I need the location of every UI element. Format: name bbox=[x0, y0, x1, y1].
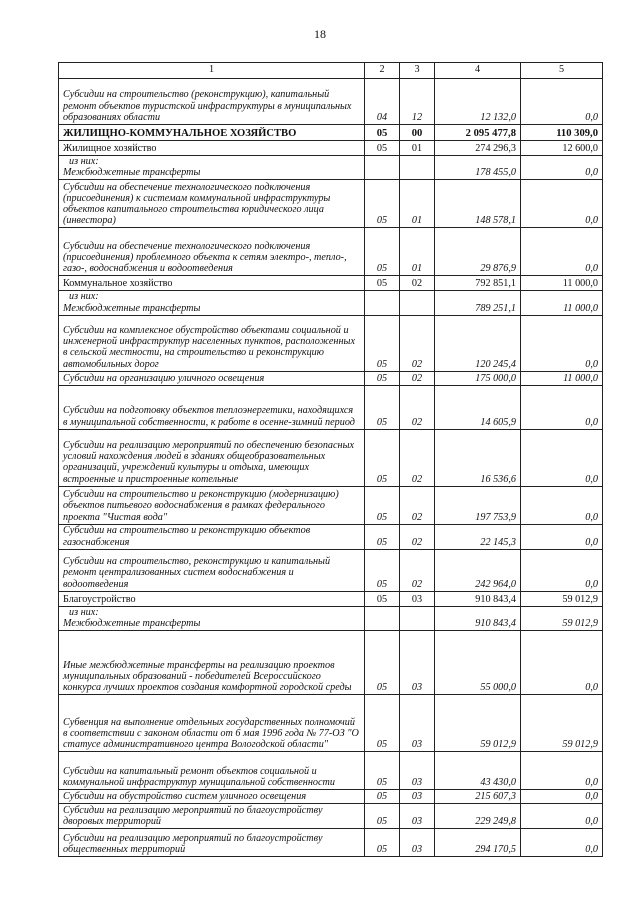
row-razdel: 05 bbox=[365, 549, 400, 591]
row-sum5: 0,0 bbox=[521, 385, 603, 429]
row-sum4: 16 536,6 bbox=[435, 429, 521, 486]
row-sum4: 178 455,0 bbox=[435, 156, 521, 180]
row-name: Субсидии на обеспечение технологического подключения (присоединения) проблемного объекта к сетям электро-, тепло-, газо-, водоснабжения и водоотведения bbox=[59, 228, 365, 276]
row-podrazdel: 02 bbox=[400, 524, 435, 549]
row-sum4: 274 296,3 bbox=[435, 141, 521, 156]
table-row bbox=[59, 752, 603, 790]
row-razdel: 05 bbox=[365, 631, 400, 695]
row-name-text: Межбюджетные трансферты bbox=[63, 167, 201, 179]
table-row bbox=[59, 385, 603, 429]
row-name: Субсидии на реализацию мероприятий по обеспечению безопасных условий нахождения людей в зданиях общеобразовательных организаций, учреждений культуры и отдыха, имеющих встроенные и пристроенные котельные bbox=[59, 429, 365, 486]
row-podrazdel: 02 bbox=[400, 429, 435, 486]
row-sum4: 175 000,0 bbox=[435, 371, 521, 385]
table-row bbox=[59, 429, 603, 486]
row-sum4: 294 170,5 bbox=[435, 829, 521, 857]
row-sum4: 242 964,0 bbox=[435, 549, 521, 591]
row-razdel bbox=[365, 606, 400, 630]
row-sum5: 0,0 bbox=[521, 631, 603, 695]
row-sum4: 197 753,9 bbox=[435, 486, 521, 524]
row-podrazdel: 03 bbox=[400, 695, 435, 752]
table-row bbox=[59, 180, 603, 228]
row-sum4: 43 430,0 bbox=[435, 752, 521, 790]
row-podrazdel: 03 bbox=[400, 752, 435, 790]
table-row bbox=[59, 549, 603, 591]
row-name: Субсидии на строительство, реконструкцию и капитальный ремонт централизованных систем водоснабжения и водоотведения bbox=[59, 549, 365, 591]
row-podrazdel: 00 bbox=[400, 125, 435, 141]
section-row bbox=[59, 125, 603, 141]
row-sum5: 0,0 bbox=[521, 429, 603, 486]
page-number: 18 bbox=[314, 27, 326, 41]
header-cell-podrazdel: 3 bbox=[400, 63, 435, 79]
row-sum4: 22 145,3 bbox=[435, 524, 521, 549]
row-razdel: 05 bbox=[365, 695, 400, 752]
row-sum4: 148 578,1 bbox=[435, 180, 521, 228]
table-row bbox=[59, 524, 603, 549]
row-name: Субсидии на строительство и реконструкцию (модернизацию) объектов питьевого водоснабжения в рамках федерального проекта "Чистая вода" bbox=[59, 486, 365, 524]
row-name: Субсидии на реализацию мероприятий по благоустройству общественных территорий bbox=[59, 829, 365, 857]
row-sum4: 792 851,1 bbox=[435, 276, 521, 291]
table-row bbox=[59, 228, 603, 276]
budget-table bbox=[58, 62, 603, 857]
row-sum4: 55 000,0 bbox=[435, 631, 521, 695]
row-razdel: 05 bbox=[365, 790, 400, 804]
table-row bbox=[59, 804, 603, 829]
row-name: Субвенция на выполнение отдельных государственных полномочий в соответствии с законом области от 6 мая 1996 года № 77-ОЗ "О статусе административного центра Вологодской области" bbox=[59, 695, 365, 752]
table-row bbox=[59, 315, 603, 371]
table-row bbox=[59, 695, 603, 752]
row-podrazdel: 03 bbox=[400, 804, 435, 829]
row-sum5: 0,0 bbox=[521, 790, 603, 804]
row-sum5: 59 012,9 bbox=[521, 591, 603, 606]
row-sum4: 120 245,4 bbox=[435, 315, 521, 371]
row-sum4: 12 132,0 bbox=[435, 79, 521, 125]
row-name: Субсидии на подготовку объектов теплоэнергетики, находящихся в муниципальной собственности, к работе в осенне-зимний период bbox=[59, 385, 365, 429]
row-razdel: 05 bbox=[365, 180, 400, 228]
row-name: Субсидии на строительство и реконструкцию объектов газоснабжения bbox=[59, 524, 365, 549]
row-name: Жилищное хозяйство bbox=[59, 141, 365, 156]
row-sum5: 0,0 bbox=[521, 156, 603, 180]
row-sum5: 59 012,9 bbox=[521, 695, 603, 752]
header-cell-razdel: 2 bbox=[365, 63, 400, 79]
row-razdel bbox=[365, 291, 400, 315]
row-name: Субсидии на строительство (реконструкцию), капитальный ремонт объектов туристской инфраструктуры в муниципальных образованиях области bbox=[59, 79, 365, 125]
table-row bbox=[59, 606, 603, 630]
header-row bbox=[59, 63, 603, 79]
row-sum5: 0,0 bbox=[521, 79, 603, 125]
row-sum4: 29 876,9 bbox=[435, 228, 521, 276]
row-sum5: 0,0 bbox=[521, 486, 603, 524]
row-sum4: 910 843,4 bbox=[435, 591, 521, 606]
row-sum5: 0,0 bbox=[521, 315, 603, 371]
row-podrazdel: 03 bbox=[400, 631, 435, 695]
row-razdel: 05 bbox=[365, 228, 400, 276]
row-razdel: 05 bbox=[365, 804, 400, 829]
row-podrazdel: 12 bbox=[400, 79, 435, 125]
row-razdel: 05 bbox=[365, 591, 400, 606]
row-name bbox=[59, 156, 365, 180]
row-razdel: 05 bbox=[365, 385, 400, 429]
row-sum5: 59 012,9 bbox=[521, 606, 603, 630]
row-razdel: 05 bbox=[365, 486, 400, 524]
row-name: Субсидии на капитальный ремонт объектов социальной и коммунальной инфраструктур муниципальной собственности bbox=[59, 752, 365, 790]
row-razdel: 05 bbox=[365, 524, 400, 549]
row-name: Субсидии на организацию уличного освещения bbox=[59, 371, 365, 385]
row-podrazdel: 03 bbox=[400, 829, 435, 857]
row-sum4: 910 843,4 bbox=[435, 606, 521, 630]
table-row bbox=[59, 291, 603, 315]
header-cell-sum5: 5 bbox=[521, 63, 603, 79]
row-name: Коммунальное хозяйство bbox=[59, 276, 365, 291]
row-podrazdel: 01 bbox=[400, 141, 435, 156]
row-podrazdel: 02 bbox=[400, 371, 435, 385]
row-razdel bbox=[365, 156, 400, 180]
row-sum5: 0,0 bbox=[521, 549, 603, 591]
row-sum5: 11 000,0 bbox=[521, 276, 603, 291]
row-name-text: Межбюджетные трансферты bbox=[63, 302, 201, 314]
table-row bbox=[59, 79, 603, 125]
row-podrazdel: 01 bbox=[400, 228, 435, 276]
row-name: Субсидии на реализацию мероприятий по благоустройству дворовых территорий bbox=[59, 804, 365, 829]
row-sum4: 14 605,9 bbox=[435, 385, 521, 429]
table-row bbox=[59, 156, 603, 180]
row-subheading-label: из них: bbox=[69, 606, 99, 618]
row-sum5: 11 000,0 bbox=[521, 291, 603, 315]
row-sum5: 0,0 bbox=[521, 804, 603, 829]
header-cell-sum4: 4 bbox=[435, 63, 521, 79]
row-name bbox=[59, 291, 365, 315]
row-razdel: 05 bbox=[365, 141, 400, 156]
table-row bbox=[59, 631, 603, 695]
row-razdel: 05 bbox=[365, 829, 400, 857]
subsection-row bbox=[59, 276, 603, 291]
row-name: Благоустройство bbox=[59, 591, 365, 606]
row-podrazdel bbox=[400, 156, 435, 180]
row-name: Субсидии на обеспечение технологического подключения (присоединения) к системам коммунальной инфраструктуры объектов капитального строительства юридического лица (инвестора) bbox=[59, 180, 365, 228]
row-sum4: 229 249,8 bbox=[435, 804, 521, 829]
row-sum5: 0,0 bbox=[521, 228, 603, 276]
row-sum5: 0,0 bbox=[521, 829, 603, 857]
row-sum5: 12 600,0 bbox=[521, 141, 603, 156]
row-name: Иные межбюджетные трансферты на реализацию проектов муниципальных образований - победителей Всероссийского конкурса лучших проектов создания комфортной городской среды bbox=[59, 631, 365, 695]
row-podrazdel: 02 bbox=[400, 315, 435, 371]
row-podrazdel: 02 bbox=[400, 486, 435, 524]
row-sum5: 0,0 bbox=[521, 180, 603, 228]
row-razdel: 04 bbox=[365, 79, 400, 125]
row-sum4: 789 251,1 bbox=[435, 291, 521, 315]
row-name bbox=[59, 606, 365, 630]
row-name-text: Межбюджетные трансферты bbox=[63, 618, 201, 630]
header-cell-name: 1 bbox=[59, 63, 365, 79]
row-name: Субсидии на комплексное обустройство объектами социальной и инженерной инфраструктур населенных пунктов, расположенных в сельской местности, на строительство и реконструкцию автомобильных дорог bbox=[59, 315, 365, 371]
row-name: Субсидии на обустройство систем уличного освещения bbox=[59, 790, 365, 804]
row-sum5: 11 000,0 bbox=[521, 371, 603, 385]
row-sum4: 59 012,9 bbox=[435, 695, 521, 752]
row-podrazdel: 02 bbox=[400, 276, 435, 291]
row-razdel: 05 bbox=[365, 315, 400, 371]
table-row bbox=[59, 790, 603, 804]
table-row bbox=[59, 486, 603, 524]
row-sum5: 110 309,0 bbox=[521, 125, 603, 141]
row-subheading-label: из них: bbox=[69, 291, 99, 303]
row-sum5: 0,0 bbox=[521, 752, 603, 790]
row-name: ЖИЛИЩНО-КОММУНАЛЬНОЕ ХОЗЯЙСТВО bbox=[59, 125, 365, 141]
row-razdel: 05 bbox=[365, 429, 400, 486]
row-podrazdel bbox=[400, 291, 435, 315]
row-podrazdel: 02 bbox=[400, 385, 435, 429]
row-razdel: 05 bbox=[365, 276, 400, 291]
row-sum4: 2 095 477,8 bbox=[435, 125, 521, 141]
row-sum4: 215 607,3 bbox=[435, 790, 521, 804]
row-sum5: 0,0 bbox=[521, 524, 603, 549]
table-row bbox=[59, 371, 603, 385]
row-podrazdel: 01 bbox=[400, 180, 435, 228]
row-razdel: 05 bbox=[365, 752, 400, 790]
row-subheading-label: из них: bbox=[69, 156, 99, 167]
row-podrazdel: 03 bbox=[400, 591, 435, 606]
row-podrazdel: 02 bbox=[400, 549, 435, 591]
subsection-row bbox=[59, 141, 603, 156]
subsection-row bbox=[59, 591, 603, 606]
table-row bbox=[59, 829, 603, 857]
row-razdel: 05 bbox=[365, 125, 400, 141]
row-razdel: 05 bbox=[365, 371, 400, 385]
row-podrazdel bbox=[400, 606, 435, 630]
row-podrazdel: 03 bbox=[400, 790, 435, 804]
